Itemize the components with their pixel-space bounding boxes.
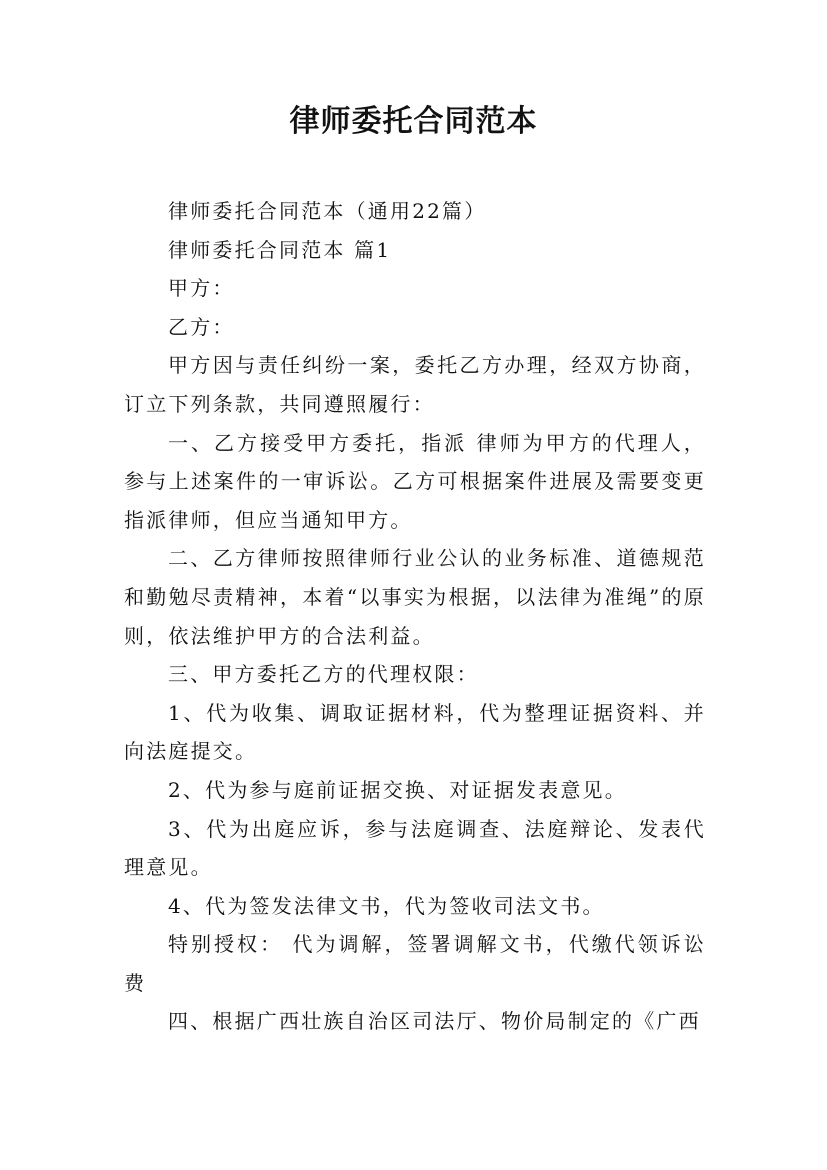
paragraph-clause-1: 一、乙方接受甲方委托，指派 律师为甲方的代理人，参与上述案件的一审诉讼。乙方可根据案件进展及需要变更指派律师，但应当通知甲方。 <box>124 430 706 532</box>
document-body <box>124 192 706 1041</box>
paragraph-clause-4: 四、根据广西壮族自治区司法厅、物价局制定的《广西 <box>168 1009 701 1034</box>
paragraph-authority-3: 3、代为出庭应诉，参与法庭调查、法庭辩论、发表代理意见。 <box>124 816 706 880</box>
paragraph-special-authorization: 特别授权： 代为调解，签署调解文书，代缴代领诉讼费 <box>124 932 706 995</box>
paragraph-authority-2: 2、代为参与庭前证据交换、对证据发表意见。 <box>168 777 627 802</box>
paragraph-preamble: 甲方因与责任纠纷一案，委托乙方办理，经双方协商，订立下列条款，共同遵照履行： <box>124 353 706 416</box>
paragraph-authority-4: 4、代为签发法律文书，代为签收司法文书。 <box>168 893 605 918</box>
paragraph-clause-2: 二、乙方律师按照律师行业公认的业务标准、道德规范和勤勉尽责精神，本着“以事实为根据，以法律为准绳”的原则，依法维护甲方的合法利益。 <box>124 546 706 648</box>
paragraph-authority-1: 1、代为收集、调取证据材料，代为整理证据资料、并向法庭提交。 <box>124 700 706 764</box>
paragraph-clause-3: 三、甲方委托乙方的代理权限： <box>168 662 479 687</box>
paragraph-subtitle: 律师委托合同范本（通用22篇） <box>168 199 487 223</box>
document-title: 律师委托合同范本 <box>289 104 538 139</box>
paragraph-party-a: 甲方： <box>168 276 235 301</box>
paragraph-party-b: 乙方： <box>168 314 235 339</box>
paragraph-section-heading: 律师委托合同范本 篇1 <box>168 237 392 262</box>
